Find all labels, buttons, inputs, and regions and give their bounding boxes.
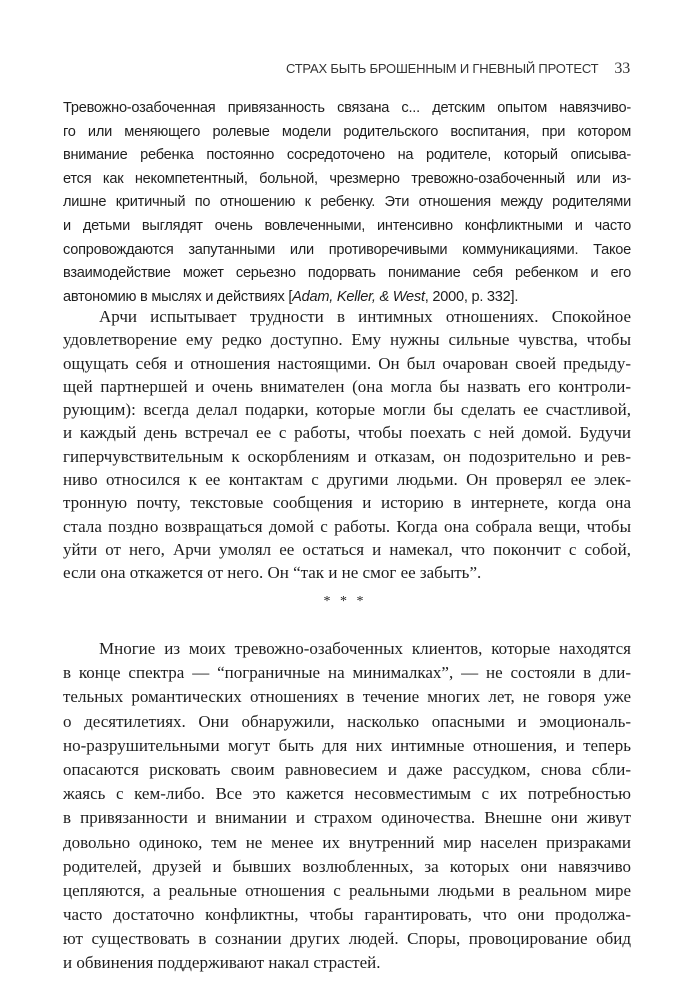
text-line: сопровождаются запутанными или противоречивыми коммуникациями. Такое	[63, 241, 631, 258]
block-quote	[63, 97, 631, 309]
text-line: довольно одиноко, тем не менее их внутренний мир населен призраками	[63, 832, 631, 852]
text-line: жаясь с кем-либо. Все это кажется несовместимым с их потребностью	[63, 784, 631, 804]
text-line: опасаются рисковать своим равновесием и даже рассудком, снова сбли-	[63, 759, 631, 779]
paragraph-clients	[63, 637, 631, 976]
text-line: лишне критичный по отношению к ребенку. Эти отношения между родителями	[63, 194, 631, 211]
text-line: го или меняющего ролевые модели родительского воспитания, при котором	[63, 123, 631, 140]
running-title: СТРАХ БЫТЬ БРОШЕННЫМ И ГНЕВНЫЙ ПРОТЕСТ	[285, 61, 599, 76]
text-line: стала поздно возвращаться домой с работы. Когда она собрала вещи, чтобы	[63, 516, 631, 536]
text-line: уйти от него, Арчи умолял ее остаться и намекал, что покончит с собой,	[63, 539, 631, 559]
text-line: родителей, друзей и бывших возлюбленных, за которых они навязчиво	[63, 856, 631, 876]
running-header	[286, 60, 630, 78]
text-line: ют существовать в сознании других людей. Споры, провоцирование обид	[63, 929, 631, 949]
text-line: ется как некомпетентный, больной, чрезмерно тревожно-озабоченный или из-	[63, 170, 631, 187]
text-line: цепляются, а реальные отношения с реальными людьми в реальном мире	[63, 880, 631, 900]
text-line: и каждый день встречал ее с работы, чтобы поехать с ней домой. Будучи	[63, 423, 631, 443]
section-separator: * * *	[323, 594, 367, 609]
citation-authors: Adam, Keller, & West	[292, 288, 425, 305]
text-line: о десятилетиях. Они обнаружили, насколько опасными и эмоциональ-	[63, 711, 631, 731]
text-line: тронную почту, текстовые сообщения и историю в интернете, когда она	[63, 493, 631, 513]
text-line: удовлетворение ему редко доступно. Ему нужны сильные чувства, чтобы	[63, 330, 631, 350]
citation-year-page: , 2000, p. 332].	[424, 288, 519, 305]
text-line: щей партнершей и очень внимателен (она могла бы назвать его контроли-	[63, 376, 631, 396]
text-line: Многие из моих тревожно-озабоченных клиентов, которые находятся	[99, 639, 631, 658]
text-line: ниво относился к ее контактам с другими людьми. Он проверял ее элек-	[63, 470, 631, 490]
text-line: в привязанности и внимании и страхом одиночества. Внешне они живут	[63, 808, 631, 828]
text-line: внимание ребенка постоянно сосредоточено на родителе, который описыва-	[63, 147, 631, 164]
text-line: тельных романтических отношениях в течение многих лет, не говоря уже	[63, 687, 631, 707]
text-line: в конце спектра — “пограничные на минималках”, — не состояли в дли-	[63, 663, 631, 683]
page-number: 33	[614, 60, 630, 77]
text-line: Арчи испытывает трудности в интимных отношениях. Спокойное	[99, 307, 631, 326]
text-line: но-разрушительными могут быть для них интимные отношения, и теперь	[63, 735, 631, 755]
paragraph-archie	[63, 305, 631, 585]
text-line: взаимодействие может серьезно подорвать понимание себя ребенком и его	[63, 265, 631, 282]
text-line: Тревожно-озабоченная привязанность связана с... детским опытом навязчиво-	[63, 100, 631, 116]
text-line: ощущать себя и отношения настоящими. Он был очарован своей предыду-	[63, 353, 631, 373]
text-line: и детьми выглядят очень вовлеченными, интенсивно конфликтными и часто	[63, 217, 631, 234]
text-line: если она откажется от него. Он “так и не смог ее забыть”.	[63, 563, 482, 583]
text-line: и обвинения поддерживают накал страстей.	[63, 953, 381, 973]
quote-text: автономию в мыслях и действиях [	[63, 288, 293, 305]
text-line: часто достаточно конфликтны, чтобы гарантировать, что они продолжа-	[63, 905, 631, 925]
text-line: рующим): всегда делал подарки, которые могли бы сделать ее счастливой,	[63, 400, 631, 420]
text-line: гиперчувствительным к оскорблениям и отказам, он подозрительно и рев-	[63, 446, 631, 466]
